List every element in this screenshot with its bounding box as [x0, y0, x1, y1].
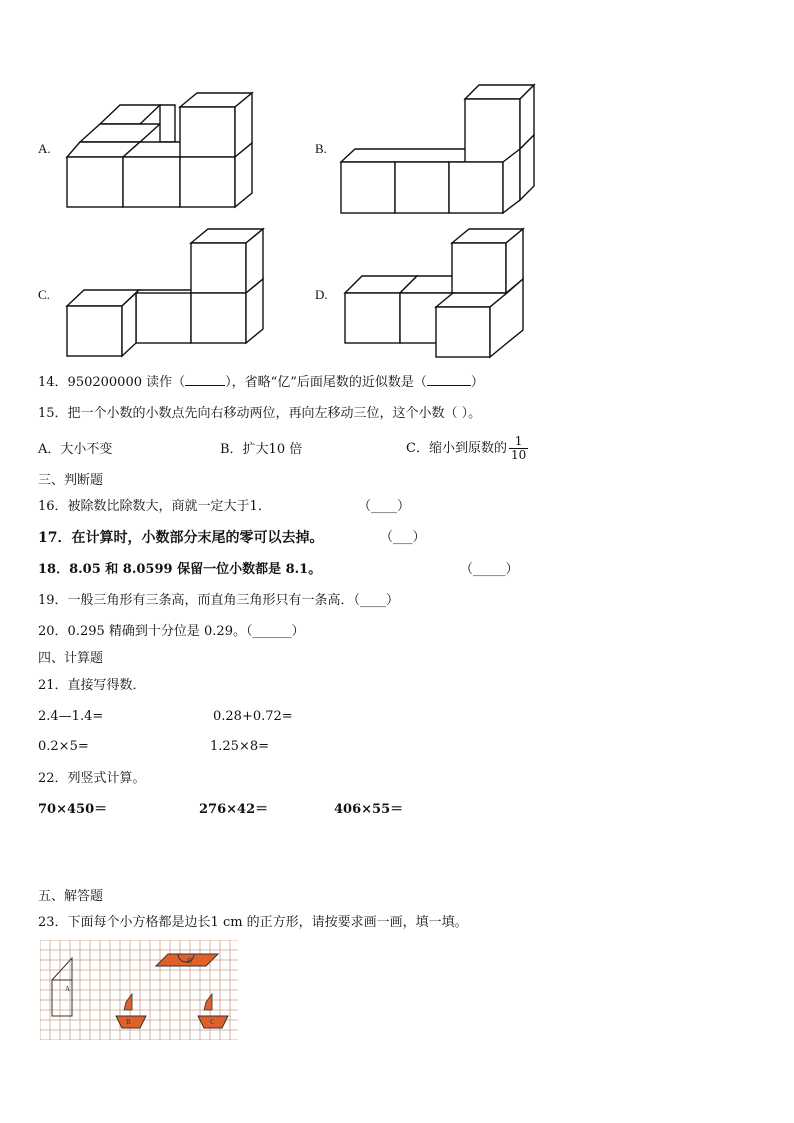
q21-expr-1: 2.4—1.4= [38, 709, 104, 724]
option-a-figure [60, 90, 270, 215]
question-21: 21．直接写得数． [38, 678, 146, 693]
question-20: 20．0.295 精确到十分位是 0.29。（______） [38, 624, 305, 639]
q15-option-b[interactable]: B．扩大10 倍 [220, 442, 303, 457]
option-b-figure [338, 82, 543, 217]
label-b: B [126, 1018, 131, 1026]
q16-answer[interactable]: （____） [358, 499, 411, 514]
question-14: 14．950200000 读作（ ），省略“亿”后面尾数的近似数是（ ） [38, 375, 484, 390]
label-d: D [187, 957, 193, 965]
shape-b-hull[interactable] [116, 1016, 146, 1028]
q22-expr-3: 406×55＝ [334, 802, 404, 817]
label-c: C [210, 1018, 215, 1026]
grid-figure [40, 940, 238, 1040]
q21-expr-4: 1.25×8= [210, 739, 270, 754]
q18-answer[interactable]: （_____） [460, 562, 519, 577]
question-17: 17．在计算时，小数部分末尾的零可以去掉。 [38, 530, 324, 546]
option-d-figure [342, 226, 547, 361]
question-22: 22．列竖式计算。 [38, 771, 146, 786]
question-15: 15．把一个小数的小数点先向右移动两位，再向左移动三位，这个小数（ ）。 [38, 406, 482, 421]
section-4-heading: 四、计算题 [38, 651, 104, 666]
shape-c-sail [204, 994, 212, 1010]
question-23: 23．下面每个小方格都是边长1 cm 的正方形，请按要求画一画，填一填。 [38, 915, 468, 930]
option-a-label: A. [38, 141, 51, 156]
q17-answer[interactable]: （___） [380, 530, 426, 545]
shape-b-sail [124, 994, 132, 1010]
question-16: 16．被除数比除数大，商就一定大于1． [38, 499, 271, 514]
q21-expr-3: 0.2×5= [38, 739, 89, 754]
question-19: 19．一般三角形有三条高，而直角三角形只有一条高．（____） [38, 593, 400, 608]
label-a: A [65, 985, 71, 993]
fraction-one-tenth: $\frac{1}{10}$ [510, 434, 527, 462]
answer-blank[interactable] [427, 385, 471, 386]
q15-option-a[interactable]: A．大小不变 [38, 442, 113, 457]
option-c-label: C. [38, 287, 50, 302]
q22-expr-1: 70×450＝ [38, 802, 108, 817]
option-d-label: D. [315, 287, 328, 302]
q21-expr-2: 0.28+0.72= [213, 709, 293, 724]
q22-expr-2: 276×42＝ [199, 802, 269, 817]
section-3-heading: 三、判断题 [38, 473, 104, 488]
question-18: 18．8.05 和 8.0599 保留一位小数都是 8.1。 [38, 562, 322, 577]
q15-option-c[interactable]: C．缩小到原数的 $\frac{1}{10}$ [406, 434, 527, 462]
answer-blank[interactable] [185, 385, 225, 386]
section-5-heading: 五、解答题 [38, 889, 104, 904]
option-c-figure [64, 226, 269, 361]
option-b-label: B. [315, 141, 327, 156]
